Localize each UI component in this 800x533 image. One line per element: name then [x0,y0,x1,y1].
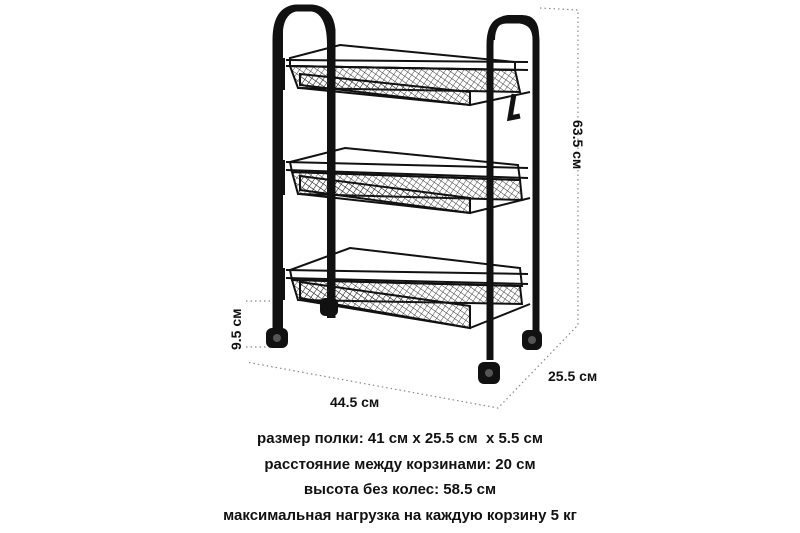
width-dimension-label: 44.5 см [330,394,380,410]
hook-icon [510,94,520,118]
depth-dimension-label: 25.5 см [548,368,598,384]
shelf-size-spec: размер полки: 41 см x 25.5 см x 5.5 см [257,430,543,447]
height-dimension-label: 63.5 см [570,120,586,170]
max-load-spec: максимальная нагрузка на каждую корзину 5 кг [223,506,577,524]
height-without-wheels-spec: высота без колес: 58.5 см [303,481,497,498]
wheel-height-dimension-label: 9.5 см [228,308,244,350]
specifications [0,426,800,528]
basket-spacing-spec: расстояние между корзинами: 20 см [264,455,536,473]
